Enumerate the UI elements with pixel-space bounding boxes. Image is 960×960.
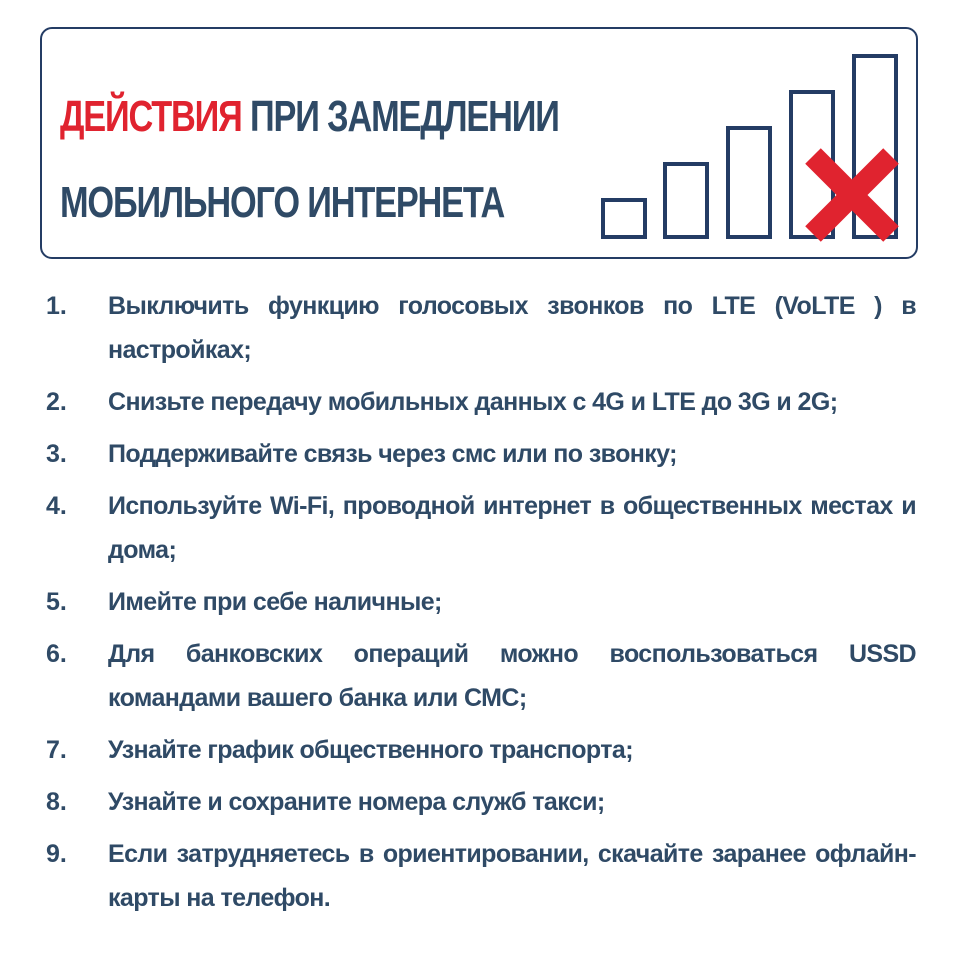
list-item <box>40 580 916 624</box>
title-accent: ДЕЙСТВИЯ <box>60 92 242 141</box>
list-item-text: Имейте при себе наличные; <box>108 588 442 616</box>
list-item-text: Поддерживайте связь через смс или по звонку; <box>108 440 677 468</box>
signal-bar-1 <box>603 200 645 237</box>
list-item-number: 5. <box>46 588 67 616</box>
list-item-number: 4. <box>46 492 67 520</box>
list-item-number: 1. <box>46 292 67 320</box>
list-item <box>40 728 916 772</box>
list-item-number: 2. <box>46 388 67 416</box>
list-item <box>40 632 916 720</box>
list-item-text: Снизьте передачу мобильных данных с 4G и LTE до 3G и 2G; <box>108 388 838 416</box>
list-item-text: Для банковских операций можно воспользоваться USSD командами вашего банка или СМС; <box>108 640 916 712</box>
list-item <box>40 832 916 920</box>
list-item-text: Используйте Wi-Fi, проводной интернет в общественных местах и дома; <box>108 492 916 564</box>
signal-bar-2 <box>665 164 707 237</box>
list-item-text: Узнайте график общественного транспорта; <box>108 736 633 764</box>
list-item-text: Если затрудняетесь в ориентировании, скачайте заранее офлайн-карты на телефон. <box>108 840 916 912</box>
list-item-number: 7. <box>46 736 67 764</box>
list-item <box>40 432 916 476</box>
list-item-number: 8. <box>46 788 67 816</box>
actions-list <box>40 284 916 928</box>
title-line-2: МОБИЛЬНОГО ИНТЕРНЕТА <box>60 178 505 227</box>
list-item <box>40 380 916 424</box>
list-item-text: Узнайте и сохраните номера служб такси; <box>108 788 605 816</box>
list-item <box>40 284 916 372</box>
list-item-number: 3. <box>46 440 67 468</box>
signal-bars-crossed-icon <box>595 48 905 243</box>
list-item <box>40 484 916 572</box>
title-line-1-rest: ПРИ ЗАМЕДЛЕНИИ <box>250 92 559 141</box>
list-item-number: 9. <box>46 840 67 868</box>
page-title <box>60 74 559 246</box>
title-line-1 <box>60 74 559 160</box>
list-item-number: 6. <box>46 640 67 668</box>
list-item <box>40 780 916 824</box>
list-item-text: Выключить функцию голосовых звонков по LTE (VoLTE ) в настройках; <box>108 292 916 364</box>
signal-bar-3 <box>728 128 770 237</box>
